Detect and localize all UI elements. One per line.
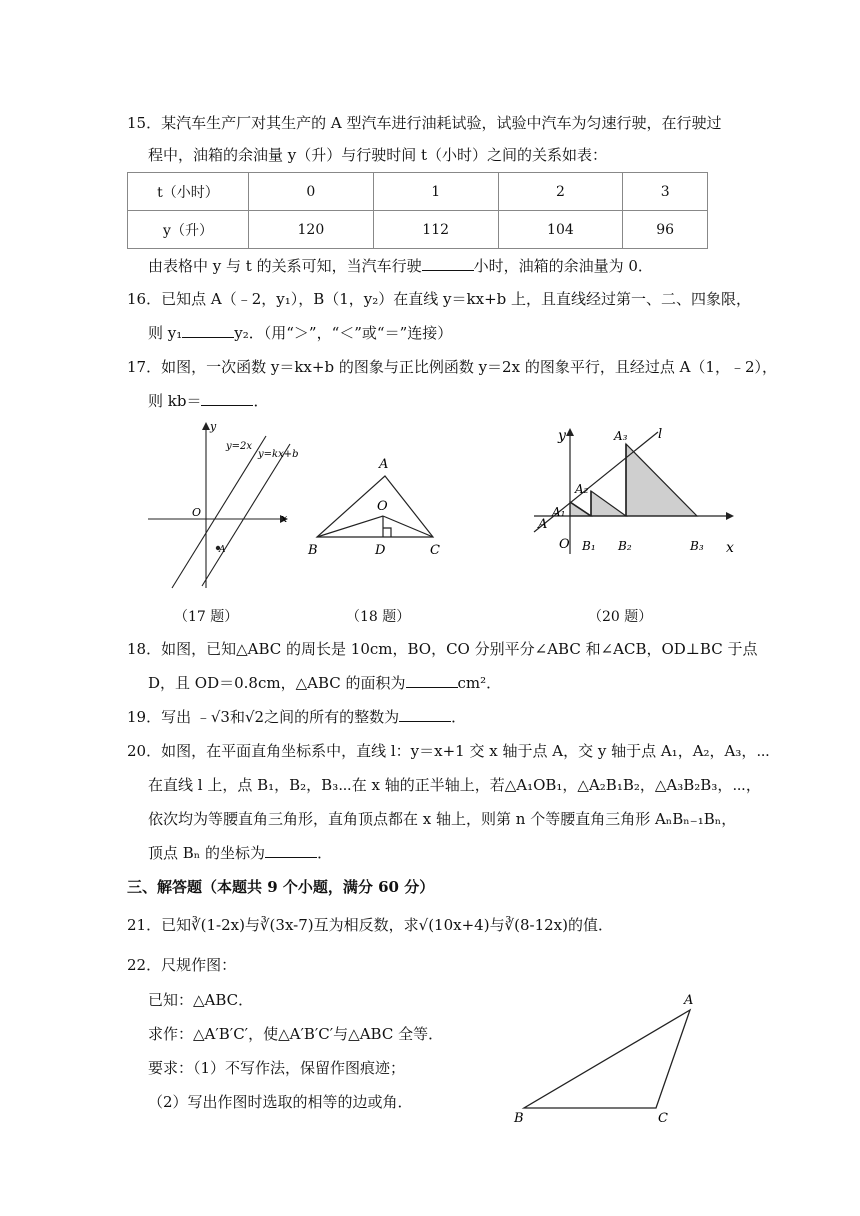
q17-text-a: 则 kb＝ <box>148 392 202 410</box>
q21-expr-4: ∛(8-12x) <box>504 916 568 934</box>
q21-text-i: 的值． <box>568 916 614 934</box>
fig20-a1-label: A₁ <box>552 505 566 519</box>
q19-radical-b: √2 <box>244 708 265 726</box>
q22-req1: 要求：（1）不写作法，保留作图痕迹； <box>148 1059 406 1077</box>
fig17-a-label: A <box>219 545 226 555</box>
fig17-caption: （17 题） <box>174 609 239 625</box>
q21-expr-1: ∛(1-2x) <box>191 916 245 934</box>
fig20-x-label: x <box>726 540 734 556</box>
fig20-l-label: l <box>658 427 663 442</box>
table-cell: 0 <box>249 173 374 211</box>
q18-line1: 18．如图，已知△ABC 的周长是 10cm，BO，CO 分别平分∠ABC 和∠ACB，OD⊥BC 于点 <box>127 640 758 658</box>
q21-text-g: 与 <box>489 916 505 934</box>
q21-line <box>127 915 613 935</box>
q19-text-c: 和 <box>229 708 245 726</box>
q18-line2 <box>148 673 501 693</box>
figure-17 <box>140 418 300 593</box>
fig18-caption: （18 题） <box>346 609 411 625</box>
q22-title: 22．尺规作图： <box>127 956 237 974</box>
fig18-b-label: B <box>308 543 318 558</box>
q20-line3: 依次均为等腰直角三角形，直角顶点都在 x 轴上，则第 n 个等腰直角三角形 AₙBₙ₋₁Bₙ， <box>148 810 737 828</box>
table-cell: 104 <box>498 211 623 249</box>
fig20-b2-label: B₂ <box>618 539 632 553</box>
q20-text-a: 顶点 Bₙ 的坐标为 <box>148 844 266 862</box>
table-row <box>128 211 708 249</box>
q21-expr-2: ∛(3x-7) <box>260 916 314 934</box>
table-cell: 112 <box>373 211 498 249</box>
q22-given: 已知：△ABC． <box>148 991 254 1009</box>
q15-line3 <box>148 256 653 276</box>
q18-text-a: D，且 OD＝0.8cm，△ABC 的面积为 <box>148 674 406 692</box>
fig17-l1-label: y=2x <box>226 441 253 452</box>
q15-line1: 15．某汽车生产厂对其生产的 A 型汽车进行油耗试验，试验中汽车为匀速行驶，在行驶过 <box>127 114 722 132</box>
fig20-y-label: y <box>558 428 566 444</box>
q16-text-a: 则 y₁ <box>148 324 183 342</box>
q20-line4 <box>148 843 332 863</box>
q15-text-b: 小时，油箱的余油量为 0． <box>473 257 653 275</box>
table-cell: 3 <box>623 173 708 211</box>
fig17-y-label: y <box>210 420 217 433</box>
fig20-o-label: O <box>559 537 570 552</box>
q19-text-a: 19．写出 <box>127 708 196 726</box>
q15-line2: 程中，油箱的余油量 y（升）与行驶时间 t（小时）之间的关系如表： <box>148 146 608 164</box>
fig20-a2-label: A₂ <box>575 482 589 496</box>
q16-text-b: y₂．（用“＞”，“＜”或“＝”连接） <box>234 324 453 342</box>
q20-line1: 20．如图，在平面直角坐标系中，直线 l：y＝x+1 交 x 轴于点 A，交 y 轴于点 A₁，A₂，A₃，⋯ <box>127 742 770 760</box>
fig18-c-label: C <box>430 543 440 558</box>
q18-text-b: cm²． <box>457 674 502 692</box>
fig18-o-label: O <box>377 499 388 514</box>
fig20-b1-label: B₁ <box>582 539 596 553</box>
table-cell: 120 <box>249 211 374 249</box>
q21-expr-3: √(10x+4) <box>418 916 490 934</box>
q17-line1: 17．如图，一次函数 y＝kx+b 的图象与正比例函数 y＝2x 的图象平行，且经过点 A（1，﹣2）， <box>127 358 778 376</box>
q21-text-e: 互为相反数，求 <box>313 916 419 934</box>
q22-ask: 求作：△A′B′C′，使△A′B′C′与△ABC 全等． <box>148 1025 444 1043</box>
q19-line <box>127 707 466 727</box>
answer-blank <box>422 256 474 271</box>
fuel-table <box>127 172 708 249</box>
figure-18 <box>305 452 455 564</box>
q16-line2 <box>148 323 452 343</box>
table-cell: t（小时） <box>128 173 249 211</box>
q19-text-e: 之间的所有的整数为 <box>264 708 400 726</box>
fig17-o-label: O <box>192 506 202 519</box>
table-cell: 2 <box>498 173 623 211</box>
answer-blank <box>399 707 451 722</box>
q21-text-a: 21．已知 <box>127 916 192 934</box>
fig22-c-label: C <box>658 1111 668 1126</box>
answer-blank <box>182 323 234 338</box>
table-row <box>128 173 708 211</box>
answer-blank <box>265 843 317 858</box>
section-3-heading: 三、解答题（本题共 9 个小题，满分 60 分） <box>127 878 435 896</box>
q17-text-b: ． <box>253 392 269 410</box>
fig17-l2-label: y=kx+b <box>258 449 299 460</box>
fig22-a-label: A <box>684 993 694 1008</box>
q17-line2 <box>148 391 268 411</box>
figure-20 <box>530 420 740 560</box>
table-cell: 96 <box>623 211 708 249</box>
answer-blank <box>201 391 253 406</box>
q16-line1: 16．已知点 A（﹣2，y₁），B（1，y₂）在直线 y＝kx+b 上，且直线经过第一、二、四象限， <box>127 290 752 308</box>
figure-22 <box>508 990 708 1130</box>
q20-text-b: ． <box>317 844 333 862</box>
q22-req2: （2）写出作图时选取的相等的边或角． <box>148 1093 413 1111</box>
q19-radical-a: ﹣√3 <box>195 708 230 726</box>
answer-blank <box>406 673 458 688</box>
q21-text-c: 与 <box>244 916 260 934</box>
q19-text-f: ． <box>451 708 467 726</box>
fig18-d-label: D <box>375 543 386 558</box>
fig22-b-label: B <box>514 1111 524 1126</box>
table-cell: y（升） <box>128 211 249 249</box>
fig18-a-label: A <box>379 457 389 472</box>
fig20-a-label: A <box>538 517 548 532</box>
fig17-x-label: x <box>281 512 288 525</box>
fig20-caption: （20 题） <box>588 609 653 625</box>
table-cell: 1 <box>373 173 498 211</box>
fig20-a3-label: A₃ <box>614 429 628 443</box>
q20-line2: 在直线 l 上，点 B₁，B₂，B₃⋯在 x 轴的正半轴上，若△A₁OB₁，△A₂B₁B₂，△A₃B₂B₃，⋯， <box>148 776 761 794</box>
q15-text-a: 由表格中 y 与 t 的关系可知，当汽车行驶 <box>148 257 422 275</box>
fig20-b3-label: B₃ <box>690 539 704 553</box>
